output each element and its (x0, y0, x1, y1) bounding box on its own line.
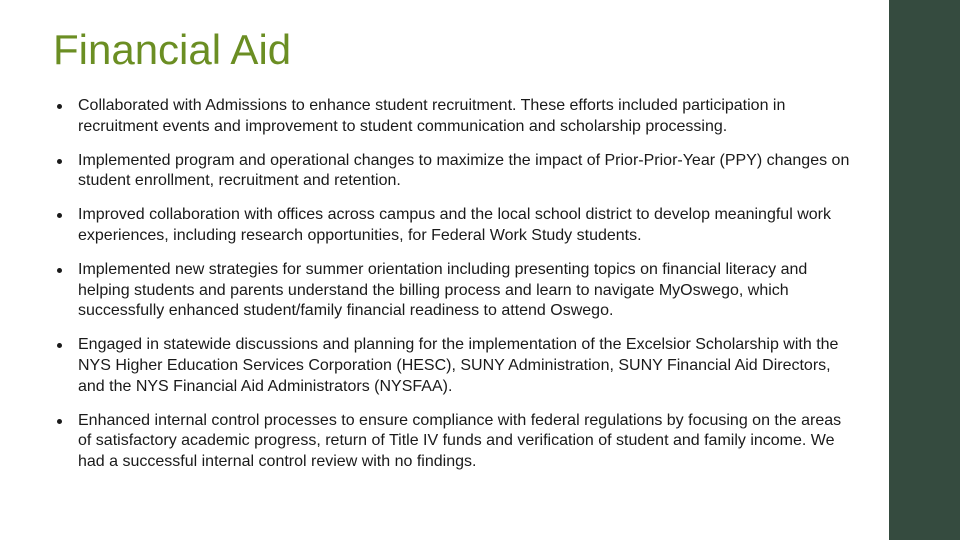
bullet-item (54, 411, 854, 473)
bullet-text: Implemented new strategies for summer orientation including presenting topics on financial literacy and helping students and parents understand the billing process and learn to navigate MyOswego, which successfully enhanced student/family financial readiness to attend Oswego. (78, 260, 808, 320)
bullet-text: Engaged in statewide discussions and planning for the implementation of the Excelsior Scholarship with the NYS Higher Education Services Corporation (HESC), SUNY Administration, SUNY Financial Aid Directors, and the NYS Financial Aid Administrators (NYSFAA). (78, 336, 839, 395)
bullet-item (54, 151, 854, 193)
bullet-item (54, 335, 854, 397)
slide-title: Financial Aid (53, 26, 292, 73)
bullet-text: Collaborated with Admissions to enhance student recruitment. These efforts included participation in recruitment events and improvement to student communication and scholarship processing. (78, 97, 786, 135)
bullet-text: Enhanced internal control processes to ensure compliance with federal regulations by focusing on the areas of satisfactory academic progress, return of Title IV funds and verification of student and family income. We had a successful internal control review with no findings. (78, 411, 842, 471)
bullet-text: Improved collaboration with offices across campus and the local school district to develop meaningful work experiences, including research opportunities, for Federal Work Study students. (78, 206, 831, 244)
bullet-text: Implemented program and operational changes to maximize the impact of Prior-Prior-Year (PPY) changes on student enrollment, recruitment and retention. (78, 151, 850, 190)
bullet-dot-icon (57, 213, 62, 218)
bullet-dot-icon (57, 343, 62, 348)
bullet-dot-icon (57, 104, 62, 109)
bullet-item (54, 96, 854, 138)
right-accent-bar (889, 0, 960, 540)
bullet-item (54, 205, 854, 247)
bullet-dot-icon (57, 419, 62, 424)
bullet-list (54, 96, 854, 486)
bullet-dot-icon (57, 159, 62, 164)
bullet-dot-icon (57, 268, 62, 273)
bullet-item (54, 260, 854, 322)
